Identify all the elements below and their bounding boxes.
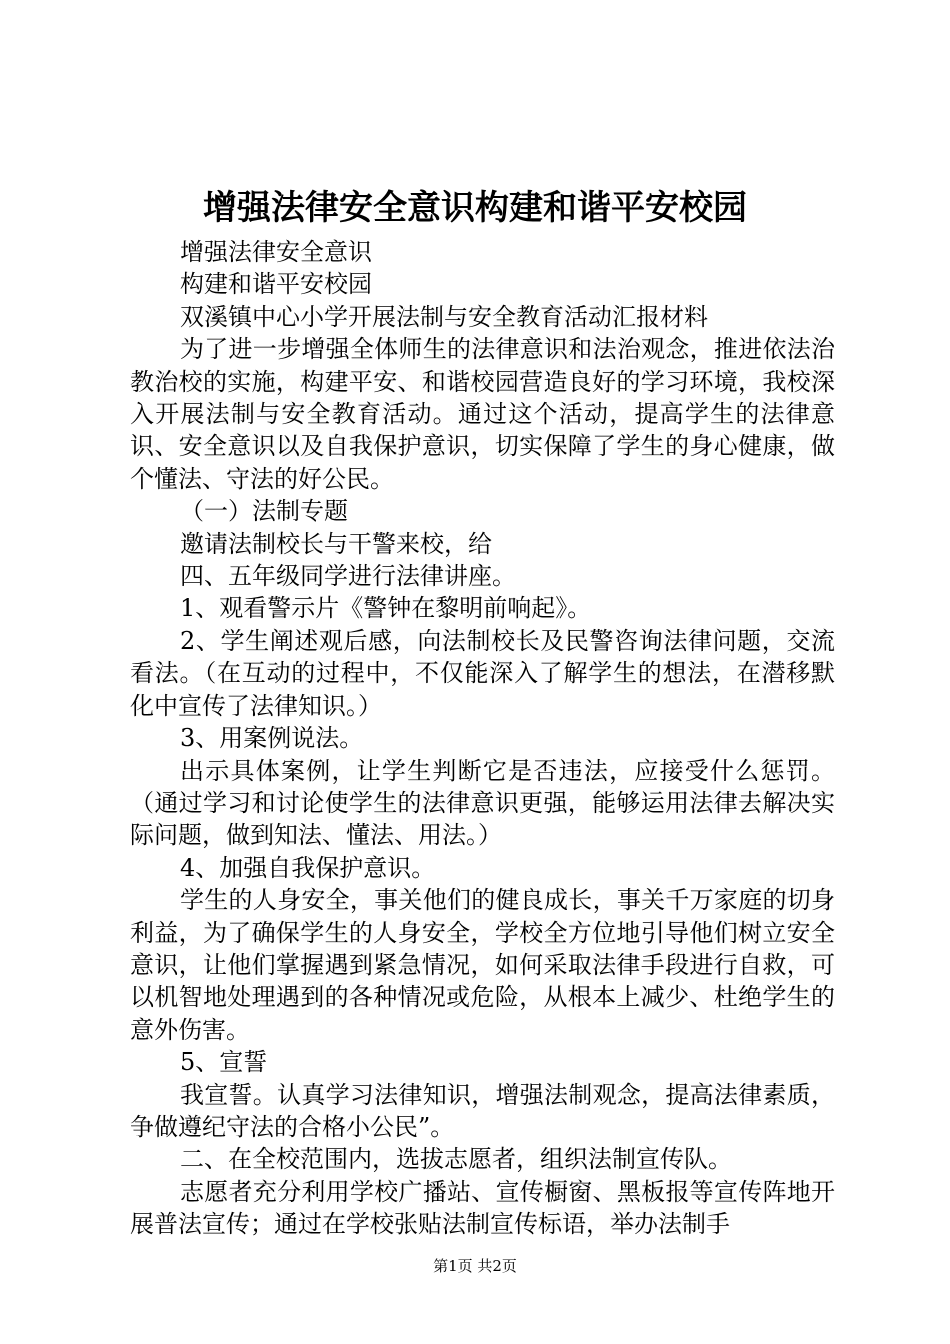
paragraph: 双溪镇中心小学开展法制与安全教育活动汇报材料 (180, 302, 708, 331)
paragraph: 4、加强自我保护意识。 (180, 853, 436, 882)
paragraph: 2、学生阐述观后感，向法制校长及民警咨询法律问题，交流看法。（在互动的过程中，不仅能深入了解学生的想法，在潜移默化中宣传了法律知识。） (130, 626, 835, 720)
paragraph: 5、宣誓 (180, 1048, 268, 1077)
document-title: 增强法律安全意识构建和谐平安校园 (203, 188, 747, 228)
paragraph: 为了进一步增强全体师生的法律意识和法治观念，推进依法治教治校的实施，构建平安、和谐校园营造良好的学习环境，我校深入开展法制与安全教育活动。通过这个活动，提高学生的法律意识、安全意识以及自我保护意识，切实保障了学生的身心健康，做个懂法、守法的好公民。 (130, 335, 835, 493)
document-body (130, 236, 835, 1241)
paragraph: 3、用案例说法。 (180, 724, 364, 753)
paragraph: 增强法律安全意识 (180, 238, 372, 266)
paragraph: 学生的人身安全，事关他们的健良成长，事关千万家庭的切身利益，为了确保学生的人身安全，学校全方位地引导他们树立安全意识，让他们掌握遇到紧急情况，如何采取法律手段进行自救，可以机智地处理遇到的各种情况或危险，从根本上减少、杜绝学生的意外伤害。 (130, 886, 835, 1044)
paragraph: 邀请法制校长与干警来校，给 (180, 529, 492, 558)
paragraph: （一）法制专题 (180, 497, 348, 526)
paragraph: 1、观看警示片《警钟在黎明前响起》。 (180, 594, 592, 623)
paragraph: 出示具体案例，让学生判断它是否违法，应接受什么惩罚。（通过学习和讨论使学生的法律意识更强，能够运用法律去解决实际问题，做到知法、懂法、用法。） (130, 756, 835, 850)
page-footer: 第1页 共2页 (433, 1257, 517, 1275)
paragraph: 四、五年级同学进行法律讲座。 (180, 562, 516, 591)
paragraph: 二、在全校范围内，选拔志愿者，组织法制宣传队。 (180, 1145, 732, 1174)
paragraph: 构建和谐平安校园 (180, 270, 372, 299)
paragraph: 我宣誓。认真学习法律知识，增强法制观念，提高法律素质，争做遵纪守法的合格小公民”。 (130, 1080, 835, 1141)
paragraph: 志愿者充分利用学校广播站、宣传橱窗、黑板报等宣传阵地开展普法宣传；通过在学校张贴法制宣传标语，举办法制手 (130, 1177, 835, 1239)
